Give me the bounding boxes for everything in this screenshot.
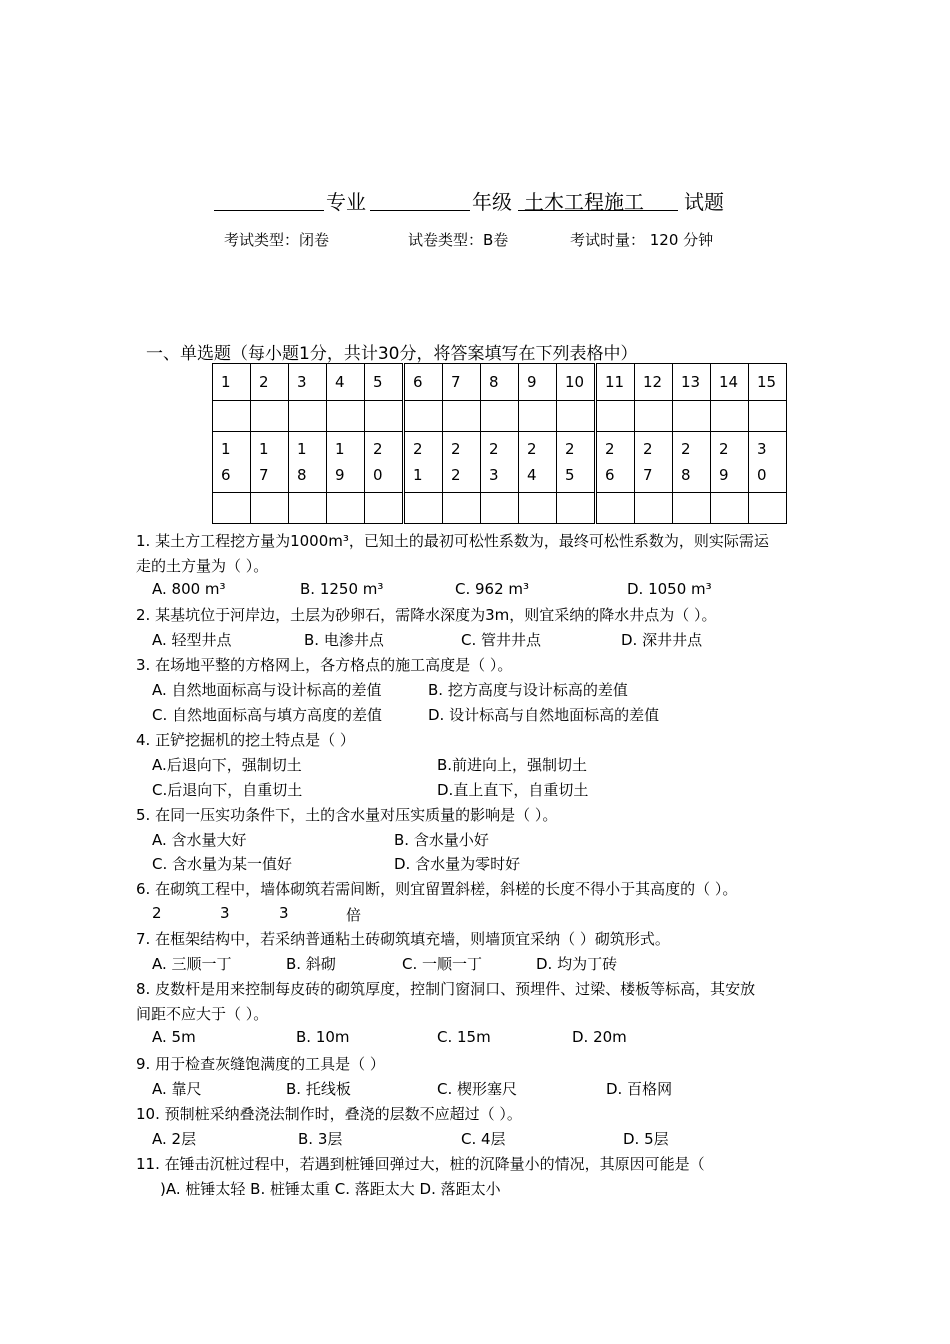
q4-option-b: B.前进向上，强制切土: [437, 756, 588, 774]
course-underline: [518, 210, 678, 211]
grid-number: 9: [519, 364, 557, 401]
answer-cell[interactable]: [711, 401, 749, 432]
grid-number: 1 8: [289, 432, 327, 493]
grid-number: 12: [635, 364, 673, 401]
q3-option-a: A. 自然地面标高与设计标高的差值: [152, 681, 382, 699]
grid-number: 2 2: [443, 432, 481, 493]
q6-option-3: 3: [279, 904, 289, 922]
q5-option-c: C. 含水量为某一值好: [152, 855, 293, 873]
question-7: 7. 在框架结构中，若采纳普通粘土砖砌筑填充墙，则墙顶宜采纳（ ）砌筑形式。: [136, 930, 670, 948]
answer-cell[interactable]: [557, 493, 596, 524]
q1-option-d: D. 1050 m³: [627, 580, 712, 598]
answer-cell[interactable]: [481, 493, 519, 524]
grid-number: 15: [749, 364, 787, 401]
answer-cell[interactable]: [365, 401, 404, 432]
grid-answer-row-2: [213, 493, 787, 524]
q3-option-b: B. 挖方高度与设计标高的差值: [428, 681, 628, 699]
answer-cell[interactable]: [289, 493, 327, 524]
answer-cell[interactable]: [635, 401, 673, 432]
q5-option-a: A. 含水量大好: [152, 831, 247, 849]
grid-number: 3: [289, 364, 327, 401]
answer-cell[interactable]: [673, 493, 711, 524]
title-suffix: 试题: [684, 190, 724, 214]
title-grade: 年级: [472, 190, 512, 214]
q2-option-a: A. 轻型井点: [152, 631, 232, 649]
answer-cell[interactable]: [327, 401, 365, 432]
q4-option-a: A.后退向下，强制切土: [152, 756, 302, 774]
answer-cell[interactable]: [289, 401, 327, 432]
answer-cell[interactable]: [519, 493, 557, 524]
grid-number: 2: [251, 364, 289, 401]
grid-number: 7: [443, 364, 481, 401]
grid-number: 1 6: [213, 432, 251, 493]
question-9: 9. 用于检查灰缝饱满度的工具是（ ）: [136, 1055, 385, 1073]
question-11: 11. 在锤击沉桩过程中，若遇到桩锤回弹过大，桩的沉降量小的情况，其原因可能是（: [136, 1155, 705, 1173]
title-major: 专业: [326, 190, 366, 214]
q8-option-d: D. 20m: [572, 1028, 627, 1046]
grid-number: 2 3: [481, 432, 519, 493]
q6-option-2: 3: [220, 904, 230, 922]
q1-option-b: B. 1250 m³: [300, 580, 384, 598]
q6-option-4: 倍: [346, 906, 362, 924]
q9-option-c: C. 楔形塞尺: [437, 1080, 518, 1098]
q6-option-1: 2: [152, 904, 162, 922]
q10-option-d: D. 5层: [623, 1130, 669, 1148]
grid-number: 2 7: [635, 432, 673, 493]
paper-type: 试卷类型：B卷: [408, 231, 509, 249]
grid-number: 2 4: [519, 432, 557, 493]
answer-cell[interactable]: [673, 401, 711, 432]
answer-cell[interactable]: [557, 401, 596, 432]
q4-option-d: D.直上直下，自重切土: [437, 781, 589, 799]
q3-option-c: C. 自然地面标高与填方高度的差值: [152, 706, 383, 724]
q9-option-b: B. 托线板: [286, 1080, 351, 1098]
answer-cell[interactable]: [251, 401, 289, 432]
grid-number: 11: [596, 364, 635, 401]
question-1-line-1: 1. 某土方工程挖方量为1000m³，已知土的最初可松性系数为，最终可松性系数为，则实际需运: [136, 532, 769, 550]
grid-number: 1 7: [251, 432, 289, 493]
answer-cell[interactable]: [635, 493, 673, 524]
q1-option-c: C. 962 m³: [455, 580, 530, 598]
q11-options: )A. 桩锤太轻 B. 桩锤太重 C. 落距太大 D. 落距太小: [160, 1180, 501, 1198]
grid-number: 6: [404, 364, 443, 401]
answer-cell[interactable]: [711, 493, 749, 524]
answer-cell[interactable]: [749, 493, 787, 524]
q8-option-c: C. 15m: [437, 1028, 491, 1046]
answer-cell[interactable]: [481, 401, 519, 432]
q5-option-b: B. 含水量小好: [394, 831, 489, 849]
q4-option-c: C.后退向下，自重切土: [152, 781, 303, 799]
q1-option-a: A. 800 m³: [152, 580, 226, 598]
grid-number: 2 6: [596, 432, 635, 493]
answer-cell[interactable]: [443, 493, 481, 524]
grid-number: 14: [711, 364, 749, 401]
grid-number: 10: [557, 364, 596, 401]
q2-option-d: D. 深井井点: [621, 631, 703, 649]
question-3: 3. 在场地平整的方格网上，各方格点的施工高度是（ ）。: [136, 656, 513, 674]
q7-option-d: D. 均为丁砖: [536, 955, 618, 973]
q8-option-a: A. 5m: [152, 1028, 196, 1046]
grade-blank[interactable]: [370, 210, 470, 211]
answer-grid: [212, 363, 787, 524]
answer-cell[interactable]: [327, 493, 365, 524]
q10-option-c: C. 4层: [461, 1130, 506, 1148]
question-10: 10. 预制桩采纳叠浇法制作时，叠浇的层数不应超过（ ）。: [136, 1105, 522, 1123]
course-name: 土木工程施工: [524, 190, 644, 214]
q9-option-d: D. 百格网: [606, 1080, 673, 1098]
major-blank[interactable]: [214, 210, 324, 211]
answer-cell[interactable]: [596, 493, 635, 524]
exam-type: 考试类型：闭卷: [224, 231, 330, 249]
q5-option-d: D. 含水量为零时好: [394, 855, 521, 873]
q3-option-d: D. 设计标高与自然地面标高的差值: [428, 706, 660, 724]
answer-cell[interactable]: [404, 493, 443, 524]
answer-cell[interactable]: [365, 493, 404, 524]
grid-number-row-1: [213, 364, 787, 401]
grid-number: 2 0: [365, 432, 404, 493]
q10-option-a: A. 2层: [152, 1130, 197, 1148]
q10-option-b: B. 3层: [298, 1130, 343, 1148]
grid-number: 3 0: [749, 432, 787, 493]
q9-option-a: A. 靠尺: [152, 1080, 202, 1098]
grid-number: 1 9: [327, 432, 365, 493]
q2-option-c: C. 管井井点: [461, 631, 542, 649]
grid-number-row-2: [213, 432, 787, 493]
question-5: 5. 在同一压实功条件下，土的含水量对压实质量的影响是（ ）。: [136, 806, 558, 824]
answer-cell[interactable]: [519, 401, 557, 432]
grid-number: 4: [327, 364, 365, 401]
question-8-line-2: 间距不应大于（ ）。: [136, 1005, 269, 1023]
answer-cell[interactable]: [213, 493, 251, 524]
question-1-line-2: 走的土方量为（ ）。: [136, 557, 269, 575]
question-4: 4. 正铲挖掘机的挖土特点是（ ）: [136, 731, 355, 749]
answer-cell[interactable]: [596, 401, 635, 432]
grid-number: 1: [213, 364, 251, 401]
q7-option-c: C. 一顺一丁: [402, 955, 483, 973]
grid-number: 8: [481, 364, 519, 401]
grid-number: 2 5: [557, 432, 596, 493]
q7-option-b: B. 斜砌: [286, 955, 336, 973]
answer-cell[interactable]: [213, 401, 251, 432]
grid-answer-row-1: [213, 401, 787, 432]
section-heading: 一、单选题（每小题1分，共计30分，将答案填写在下列表格中）: [146, 344, 638, 364]
q8-option-b: B. 10m: [296, 1028, 350, 1046]
grid-number: 2 1: [404, 432, 443, 493]
q2-option-b: B. 电渗井点: [304, 631, 384, 649]
question-8-line-1: 8. 皮数杆是用来控制每皮砖的砌筑厚度，控制门窗洞口、预埋件、过梁、楼板等标高，其安放: [136, 980, 756, 998]
grid-number: 5: [365, 364, 404, 401]
answer-cell[interactable]: [404, 401, 443, 432]
answer-cell[interactable]: [443, 401, 481, 432]
exam-duration: 考试时量： 120 分钟: [570, 231, 714, 249]
q7-option-a: A. 三顺一丁: [152, 955, 232, 973]
answer-cell[interactable]: [749, 401, 787, 432]
grid-number: 2 9: [711, 432, 749, 493]
question-6: 6. 在砌筑工程中，墙体砌筑若需间断，则宜留置斜槎，斜槎的长度不得小于其高度的（ ）。: [136, 880, 738, 898]
grid-number: 2 8: [673, 432, 711, 493]
question-2: 2. 某基坑位于河岸边，土层为砂卵石，需降水深度为3m，则宜采纳的降水井点为（ ）。: [136, 606, 717, 624]
grid-number: 13: [673, 364, 711, 401]
answer-cell[interactable]: [251, 493, 289, 524]
